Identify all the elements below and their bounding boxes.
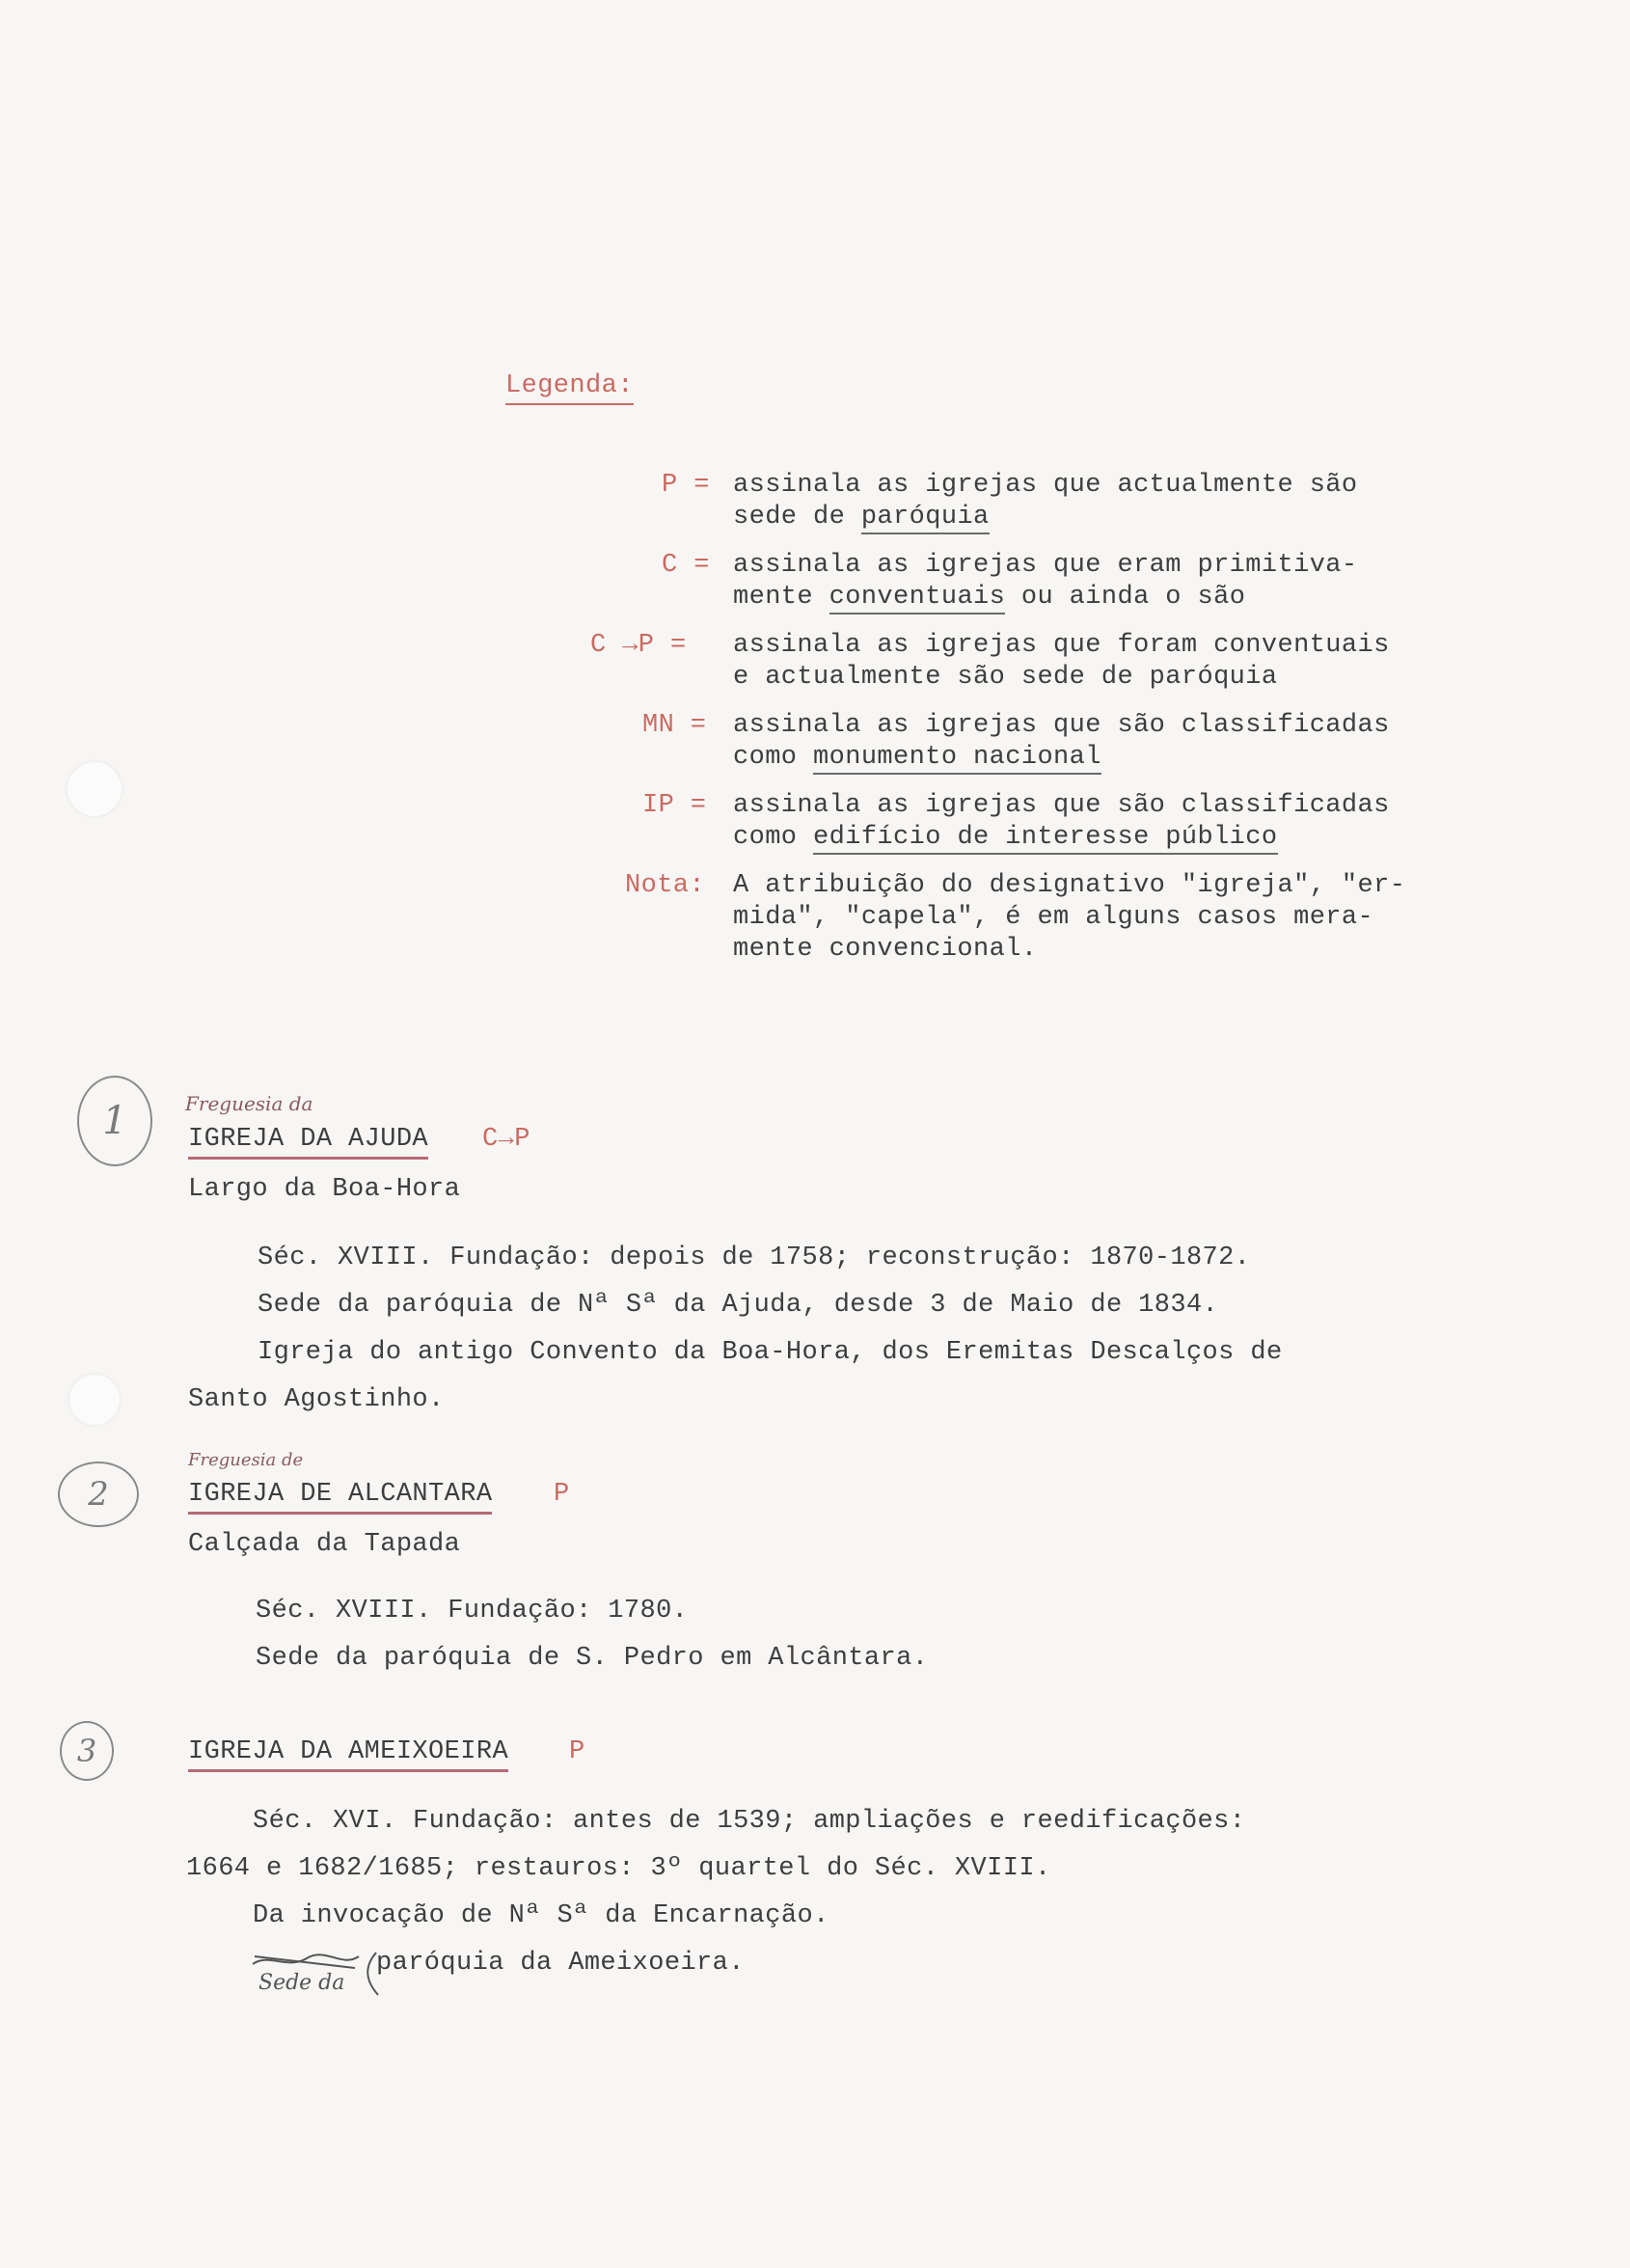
entry-line: Da invocação de Nª Sª da Encarnação. [253,1901,829,1930]
note-label: Nota: [625,871,706,900]
handwritten-annotation: Freguesia de [188,1450,304,1470]
entry-line: 1664 e 1682/1685; restauros: 3º quartel do Séc. XVIII. [186,1854,1051,1883]
entry-title: IGREJA DA AJUDA [188,1124,428,1160]
note-line: mida", "capela", é em alguns casos mera- [733,903,1374,932]
strikethrough-mark [249,1947,365,1978]
legend-line: assinala as igrejas que actualmente são [733,471,1358,500]
punch-hole [69,1375,120,1425]
legend-code: C = [662,551,710,580]
legend-title: Legenda: [505,370,634,405]
legend-line: mente conventuais ou ainda o são [733,582,1245,614]
entry-code: P [554,1480,570,1509]
legend-line: assinala as igrejas que são classificadas [733,791,1390,820]
note-line: A atribuição do designativo "igreja", "er- [733,871,1406,900]
note-line: mente convencional. [733,935,1038,964]
legend-code: MN = [642,711,707,740]
entry-code: C→P [482,1125,530,1154]
entry-address: Largo da Boa-Hora [188,1175,461,1204]
legend-code: C →P = [590,631,687,660]
entry-title: IGREJA DE ALCANTARA [188,1479,492,1515]
entry-line: paróquia da Ameixoeira. [376,1949,745,1978]
entry-number-circle: 2 [58,1462,139,1527]
legend-line: como edifício de interesse público [733,822,1278,854]
handwritten-annotation: Freguesia da [185,1092,313,1115]
entry-line: Igreja do antigo Convento da Boa-Hora, dos Eremitas Descalços de [258,1338,1283,1367]
entry-line: Sede da paróquia de S. Pedro em Alcântara. [256,1644,929,1673]
legend-line: assinala as igrejas que foram conventuais [733,631,1390,660]
entry-title: IGREJA DA AMEIXOEIRA [188,1736,508,1772]
entry-number-circle: 3 [60,1721,114,1781]
legend-code: P = [662,471,710,500]
legend-line: sede de paróquia [733,502,990,533]
legend-code: IP = [642,791,707,820]
entry-number-circle: 1 [77,1076,152,1166]
punch-hole [68,762,122,816]
entry-line: Séc. XVI. Fundação: antes de 1539; ampliações e reedificações: [253,1807,1246,1836]
entry-line: Séc. XVIII. Fundação: depois de 1758; reconstrução: 1870-1872. [258,1243,1251,1272]
legend-line: e actualmente são sede de paróquia [733,663,1278,692]
entry-line: Santo Agostinho. [188,1385,445,1414]
entry-code: P [569,1737,585,1766]
handwritten-annotation: Sede da [258,1971,345,1995]
entry-address: Calçada da Tapada [188,1530,461,1559]
legend-line: assinala as igrejas que eram primitiva- [733,551,1358,580]
legend-line: assinala as igrejas que são classificadas [733,711,1390,740]
bracket-mark [363,1951,382,1999]
entry-line: Sede da paróquia de Nª Sª da Ajuda, desde 3 de Maio de 1834. [258,1291,1219,1320]
legend-line: como monumento nacional [733,742,1101,774]
entry-line: Séc. XVIII. Fundação: 1780. [256,1597,689,1626]
